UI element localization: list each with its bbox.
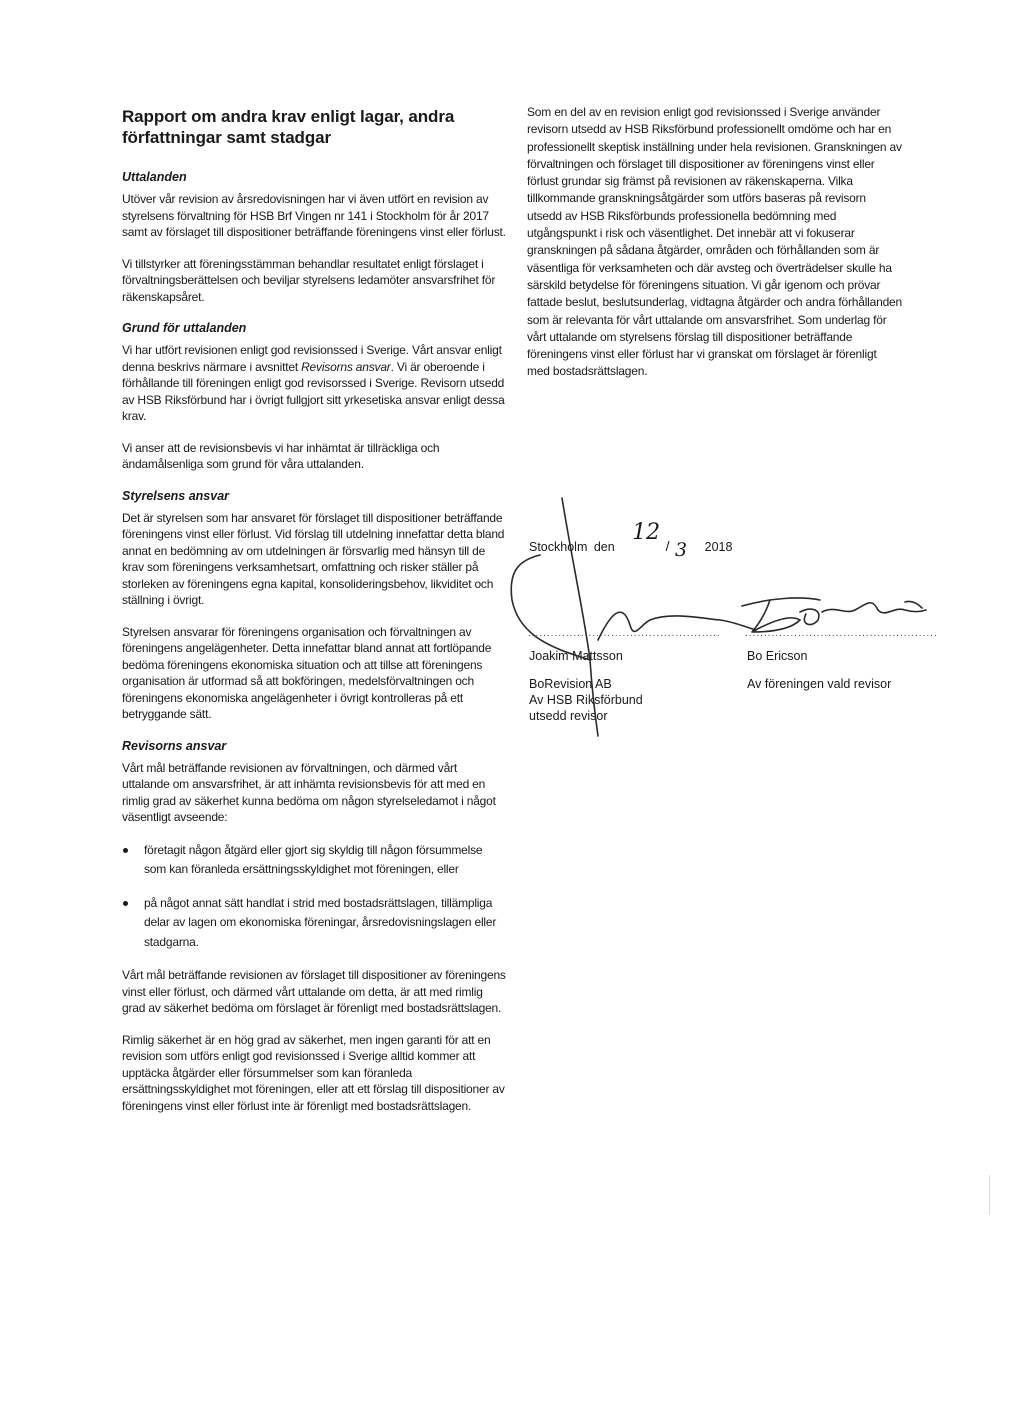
list-item-text: på något annat sätt handlat i strid med bostadsrättslagen, tillämpliga delar av lagen om ekonomiska föreningar, årsredovisningslagen eller stadgarna. [144, 895, 497, 949]
paragraph: Utöver vår revision av årsredovisningen har vi även utfört en revision av styrelsens förvaltning för HSB Brf Vingen nr 141 i Stockholm för år 2017 samt av förslaget till dispositioner beträffande föreningens vinst eller förlust. [122, 192, 506, 239]
page-title: Rapport om andra krav enligt lagar, andra författningar samt stadgar [122, 107, 455, 147]
signer-org: BoRevision AB [529, 677, 612, 691]
signing-day: 12 [632, 520, 661, 545]
signer-block-2 [747, 648, 891, 692]
paragraph: Vi tillstyrker att föreningsstämman behandlar resultatet enligt förslaget i förvaltningsberättelsen och beviljar styrelsens ledamöter ansvarsfrihet för räkenskapsåret. [122, 256, 496, 304]
section-styrelsens-ansvar [122, 488, 507, 723]
bullet-list [122, 841, 507, 953]
place-and-date [529, 520, 733, 561]
paragraph: Vårt mål beträffande revisionen av förslaget till dispositioner av föreningens vinst eller förlust, och därmed vårt uttalande om detta, är att med rimlig grad av säkerhet bedöma om förslaget är förenligt med bostadsrättslagen. [122, 968, 506, 1015]
signature-line-1: ................................................... [528, 628, 721, 639]
paragraph: Vårt mål beträffande revisionen av förvaltningen, och därmed vårt uttalande om ansvarsfrihet, är att inhämta revisionsbevis för att med en rimlig grad av säkerhet kunna bedöma om någon styrelseledamot i något väsentligt avseende: [122, 760, 496, 824]
heading-styrelsens-ansvar: Styrelsens ansvar [122, 488, 230, 503]
signer-block-1 [529, 648, 643, 724]
text-span: . Vi är oberoende i förhållande till föreningen enligt god revisorssed i Sverige. Revisorn utsedd av HSB Riksförbund har i övrigt fullgjort sitt yrkesetiska ansvar enligt dessa krav. [122, 359, 505, 423]
paragraph: Det är styrelsen som har ansvaret för förslaget till dispositioner beträffande föreningens vinst eller förlust. Vid förslag till utdelning innefattar detta bland annat en bedömning av om utdelningen är försvarlig med hänsyn till de krav som föreningens verksamhetsart, omfattning och risker ställer på storleken av föreningens egna kapital, konsolideringsbehov, likviditet och ställning i övrigt. [122, 510, 505, 607]
signing-den: den [593, 540, 615, 554]
signer-name: Joakim Mattsson [529, 649, 623, 663]
section-uttalanden [122, 169, 507, 305]
scan-edge-mark [989, 1175, 990, 1215]
paragraph: Vi anser att de revisionsbevis vi har inhämtat är tillräckliga och ändamålsenliga som grund för våra uttalanden. [122, 440, 440, 471]
heading-grund: Grund för uttalanden [122, 321, 247, 335]
paragraph [122, 342, 507, 425]
bullet-icon [123, 901, 128, 906]
emphasis-text: Revisorns ansvar [301, 359, 391, 374]
paragraph: Rimlig säkerhet är en hög grad av säkerhet, men ingen garanti för att en revision som utförs enligt god revisionssed i Sverige alltid kommer att upptäcka åtgärder eller försummelser som kan föranleda ersättningsskyldighet mot föreningen, eller att ett förslag till dispositioner av föreningens vinst eller förlust inte är förenligt med bostadsrättslagen. [122, 1032, 505, 1113]
heading-uttalanden: Uttalanden [122, 170, 187, 184]
paragraph: Som en del av en revision enligt god revisionssed i Sverige använder revisorn utsedd av HSB Riksförbund professionellt omdöme och har en professionellt skeptisk inställning under hela revisionen. Granskningen av förvaltningen och förslaget till dispositioner av föreningens vinst eller förlust grundar sig främst på revisionen av räkenskaperna. Vilka tillkommande granskningsåtgärder som utförs baseras på revisorn utsedd av HSB Riksförbunds professionella bedömning med utgångspunkt i risk och väsentlighet. Det innebär att vi fokuserar granskningen på sådana åtgärder, områden och förhållanden som är väsentliga för verksamheten och där avsteg och överträdelser skulle ha särskild betydelse för föreningens situation. Vi går igenom och prövar fattade beslut, beslutsunderlag, vidtagna åtgärder och andra förhållanden som är relevanta för vårt uttalande om ansvarsfrihet. Som underlag för vårt uttalande om styrelsens förslag till dispositioner beträffande föreningens vinst eller förlust har vi granskat om förslaget är förenligt med bostadsrättslagen. [527, 105, 903, 379]
signing-month: 3 [675, 539, 688, 561]
signing-place: Stockholm [529, 540, 588, 554]
left-column [122, 106, 507, 1129]
date-slash: / [665, 538, 670, 554]
signing-year: 2018 [704, 540, 733, 554]
section-revisorns-ansvar [122, 738, 507, 1115]
signer-name: Bo Ericson [747, 649, 808, 663]
text-span: Vi har utfört revisionen enligt god revisionssed i Sverige. Vårt ansvar enligt denna beskrivs närmare i avsnittet [122, 343, 502, 374]
list-item [122, 894, 507, 953]
right-column [527, 104, 902, 381]
signer-line: utsedd revisor [529, 709, 608, 723]
bullet-icon [123, 848, 128, 853]
signer-role: Av föreningen vald revisor [747, 677, 892, 691]
signature-line-2: ................................................... [745, 628, 938, 639]
paragraph: Styrelsen ansvarar för föreningens organisation och förvaltningen av föreningens angelägenheter. Detta innefattar bland annat att fortlöpande bedöma föreningens ekonomiska situation och att tillse att föreningens organisation är utformad så att bokföringen, medelsförvaltningen och föreningens ekonomiska angelägenheter i övrigt kontrolleras på ett betryggande sätt. [122, 624, 492, 721]
list-item [122, 841, 507, 880]
section-grund [122, 320, 507, 473]
signer-line: Av HSB Riksförbund [529, 693, 643, 707]
signature-2 [742, 598, 926, 632]
list-item-text: företagit någon åtgärd eller gjort sig skyldig till någon försummelse som kan föranleda ersättningsskyldighet mot föreningen, eller [144, 842, 483, 876]
heading-revisorns-ansvar: Revisorns ansvar [122, 738, 227, 753]
